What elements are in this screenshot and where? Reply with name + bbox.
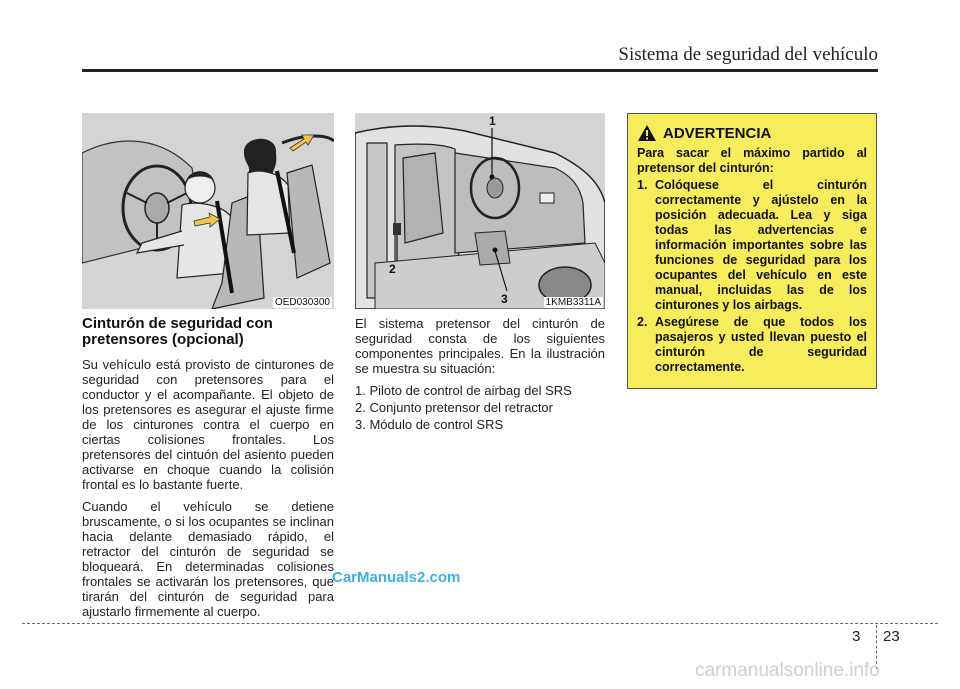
figure-srs-components: [355, 113, 605, 309]
page-number: 23: [883, 628, 900, 645]
warning-item-number: 1.: [637, 178, 648, 192]
warning-triangle-icon: [637, 124, 657, 142]
warning-header: [637, 124, 867, 142]
warning-intro: Para sacar el máximo partido al pretensor del cinturón:: [637, 146, 867, 175]
seatbelt-illustration: [82, 113, 334, 309]
header-title: Sistema de seguridad del vehículo: [618, 44, 878, 65]
chapter-number: 3: [852, 628, 861, 645]
section-heading: Cinturón de seguridad con pretensores (opcional): [82, 315, 273, 348]
body-paragraph: Cuando el vehículo se detiene bruscamente, o si los ocupantes se inclinan hacia delante demasiado rápido, el retractor del cinturón de seguridad se bloqueará. En determinadas colisiones frontales se activarán los pretensores, que tirarán del cinturón de seguridad para ajustarlo firmemente al cuerpo.: [82, 499, 334, 619]
watermark: CarManuals2.com: [332, 569, 461, 586]
body-paragraph: Su vehículo está provisto de cinturones de seguridad con pretensores para el conductor y el acompañante. El objeto de los pretensores es asegurar el ajuste firme de los cinturones contra el cuerpo en ciertas colisiones frontales. Los pretensores del cintuón del asiento pueden activarse en choque cuando la colisión frontal es lo bastante fuerte.: [82, 357, 334, 492]
header-rule: [82, 69, 878, 72]
intro-paragraph: El sistema pretensor del cinturón de seguridad consta de los siguientes componentes principales. En la ilustración se muestra su situación:: [355, 316, 605, 376]
warning-item-text: Colóquese el cinturón correctamente y ajústelo en la posición adecuada. Lea y siga todas las advertencias e información importantes sobre las funciones de seguridad para los ocupantes del vehículo en este manual, incluidas las de los cinturones y los airbags.: [655, 178, 867, 312]
warning-title: ADVERTENCIA: [663, 124, 772, 142]
callout-3: 3: [501, 292, 508, 306]
list-item: 3. Módulo de control SRS: [355, 417, 504, 432]
list-item: 2. Conjunto pretensor del retractor: [355, 400, 553, 415]
site-watermark: carmanualsonline.info: [695, 660, 880, 681]
column-1: [82, 316, 334, 626]
footer-rule: [22, 623, 938, 624]
warning-item-number: 2.: [637, 315, 648, 329]
warning-box: [627, 113, 877, 389]
callout-1: 1: [489, 114, 496, 128]
figure-seatbelt-pretensioner: [82, 113, 334, 309]
column-2: [355, 316, 605, 434]
figure-code: 1KMB3311A: [545, 297, 601, 308]
figure-code: OED030300: [274, 297, 330, 308]
warning-item: [637, 178, 867, 313]
warning-item-text: Asegúrese de que todos los pasajeros y usted llevan puesto el cinturón de seguridad correctamente.: [655, 315, 867, 374]
callout-2: 2: [389, 262, 396, 276]
warning-item: [637, 315, 867, 375]
list-item: 1. Piloto de control de airbag del SRS: [355, 383, 572, 398]
srs-illustration: [355, 113, 605, 309]
